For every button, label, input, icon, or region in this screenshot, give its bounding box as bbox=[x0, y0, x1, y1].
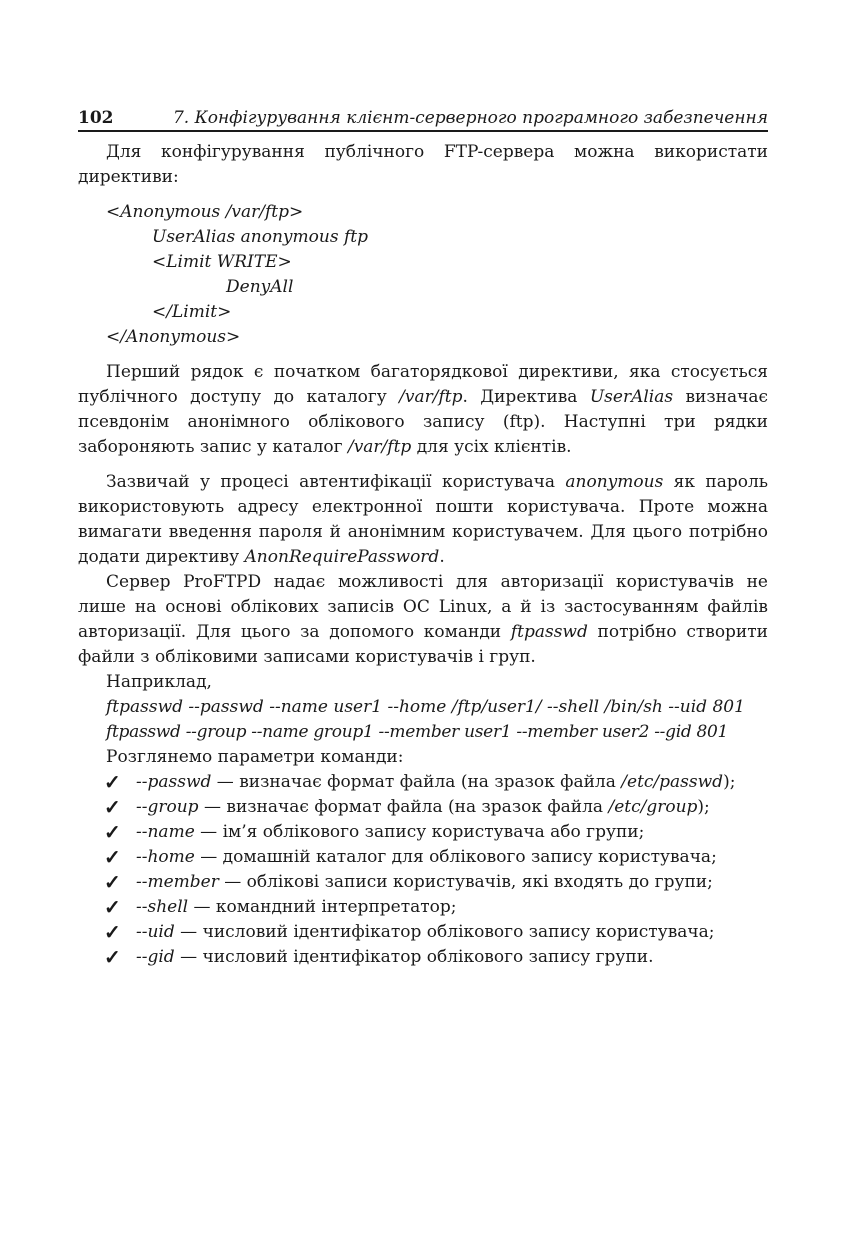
list-item: ✓ --group — визначає формат файла (на зразок файла /etc/group); bbox=[104, 795, 710, 819]
list-item: ✓ --home — домашній каталог для облікового запису користувача; bbox=[104, 845, 717, 869]
config-line: </Limit> bbox=[152, 302, 232, 322]
params-intro: Розглянемо параметри команди: bbox=[106, 747, 404, 767]
intro-paragraph: Для конфігурування публічного FTP-сервера можна використати директиви: bbox=[78, 142, 768, 187]
config-line: UserAlias anonymous ftp bbox=[152, 227, 368, 247]
checkmark-icon: ✓ bbox=[104, 795, 121, 819]
paragraph-2: Зазвичай у процесі автентифікації користувача anonymous як пароль використовують адресу електронної пошти користувача. Проте можна вимагати введення пароля й анонімним користувачем. Для цього потрібно додати директиву AnonRequirePassword. bbox=[78, 472, 769, 567]
checkmark-icon: ✓ bbox=[104, 770, 121, 794]
list-item: ✓ --name — ім’я облікового запису користувача або групи; bbox=[104, 820, 645, 844]
config-line: </Anonymous> bbox=[106, 327, 241, 347]
checkmark-icon: ✓ bbox=[104, 945, 121, 969]
paragraph-1: Перший рядок є початком багаторядкової директиви, яка стосується публічного доступу до каталогу /var/ftp. Директива UserAlias визначає псевдонім анонімного облікового запису (ftp). Наступні три рядки забороняють запис у каталог /var/ftp для усіх клієнтів. bbox=[78, 362, 768, 457]
list-item: ✓ --uid — числовий ідентифікатор облікового запису користувача; bbox=[104, 920, 715, 944]
params-list bbox=[78, 770, 768, 970]
list-item: ✓ --member — облікові записи користувачів, які входять до групи; bbox=[104, 870, 713, 894]
config-line: <Anonymous /var/ftp> bbox=[106, 202, 304, 222]
command-line-1: ftpasswd --passwd --name user1 --home /ftp/user1/ --shell /bin/sh --uid 801 bbox=[106, 697, 745, 717]
checkmark-icon: ✓ bbox=[104, 870, 121, 894]
checkmark-icon: ✓ bbox=[104, 820, 121, 844]
page-number: 102 bbox=[78, 108, 114, 128]
page bbox=[78, 104, 768, 970]
list-item: ✓ --gid — числовий ідентифікатор облікового запису групи. bbox=[104, 945, 654, 969]
example-label: Наприклад, bbox=[106, 672, 212, 692]
command-line-2: ftpasswd --group --name group1 --member user1 --member user2 --gid 801 bbox=[106, 722, 729, 742]
checkmark-icon: ✓ bbox=[104, 920, 121, 944]
page-header bbox=[78, 104, 768, 132]
config-line: DenyAll bbox=[226, 277, 294, 297]
config-block bbox=[78, 200, 768, 350]
config-line: <Limit WRITE> bbox=[152, 252, 292, 272]
paragraph-3: Сервер ProFTPD надає можливості для авторизації користувачів не лише на основі облікових записів ОС Linux, а й із застосуванням файлів авторизації. Для цього за допомого команди ftpasswd потрібно створити файли з обліковими записами користувачів і груп. bbox=[78, 572, 768, 667]
list-item: ✓ --passwd — визначає формат файла (на зразок файла /etc/passwd); bbox=[104, 770, 736, 794]
list-item: ✓ --shell — командний інтерпретатор; bbox=[104, 895, 457, 919]
checkmark-icon: ✓ bbox=[104, 845, 121, 869]
checkmark-icon: ✓ bbox=[104, 895, 121, 919]
page-body bbox=[78, 140, 768, 970]
chapter-title: 7. Конфігурування клієнт-серверного програмного забезпечення bbox=[172, 108, 768, 128]
